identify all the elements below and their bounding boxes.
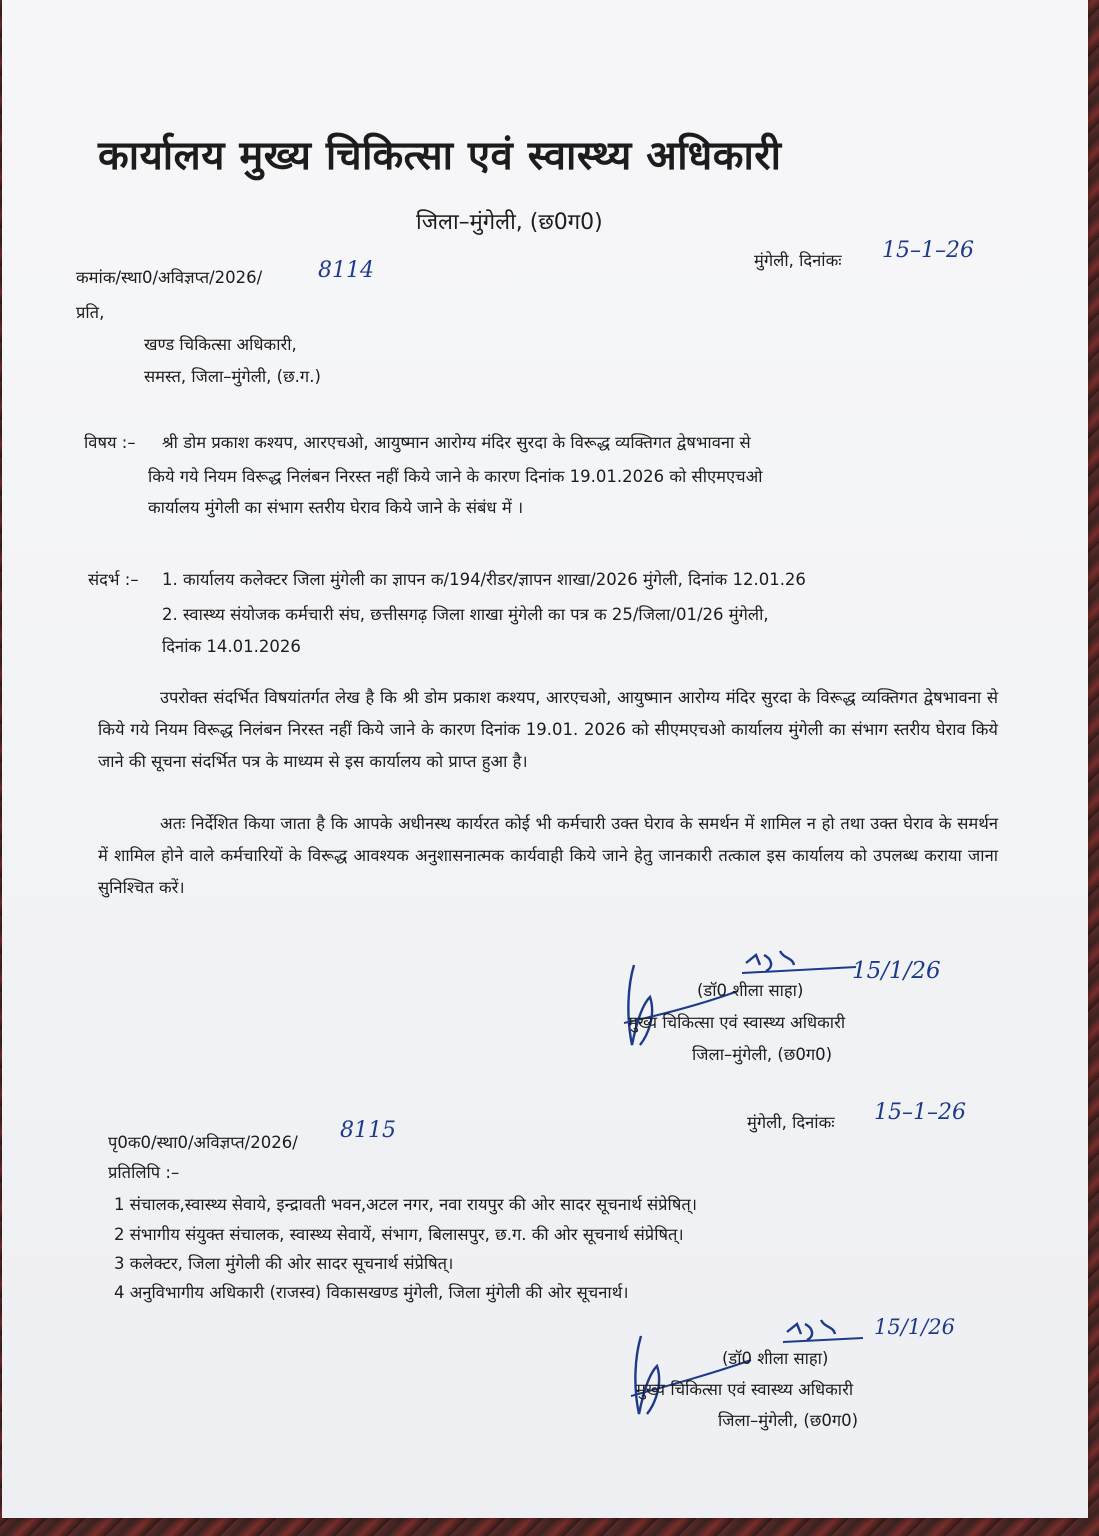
reference-line-2: 2. स्वास्थ्य संयोजक कर्मचारी संघ, छत्तीसगढ़ जिला शाखा मुंगेली का पत्र क 25/जिला/01/26 मुंगेली,	[162, 605, 769, 624]
order-number-handwritten: 8114	[318, 258, 374, 283]
signature-2-name: (डॉ0 शीला साहा)	[722, 1349, 829, 1368]
office-district: जिला–मुंगेली, (छ0ग0)	[416, 210, 603, 235]
signature-2-district: जिला–मुंगेली, (छ0ग0)	[718, 1411, 859, 1430]
copy-order-date-handwritten: 15–1–26	[874, 1100, 966, 1125]
copy-order-number-label: पृ0क0/स्था0/अविज्ञप्त/2026/	[108, 1133, 298, 1152]
reference-line-3: दिनांक 14.01.2026	[162, 637, 301, 656]
reference-label: संदर्भ :–	[88, 570, 139, 589]
signature-1-designation: मुख्य चिकित्सा एवं स्वास्थ्य अधिकारी	[628, 1013, 846, 1032]
signature-1-district: जिला–मुंगेली, (छ0ग0)	[692, 1045, 833, 1064]
office-title: कार्यालय मुख्य चिकित्सा एवं स्वास्थ्य अधिकारी	[98, 133, 782, 179]
body-paragraph-1: उपरोक्त संदर्भित विषयांतर्गत लेख है कि श्री डोम प्रकाश कश्यप, आरएचओ, आयुष्मान आरोग्य मंदिर सुरदा के विरूद्ध व्यक्तिगत द्वेषभावना से किये गये नियम विरूद्ध निलंबन निरस्त नहीं किये जाने के कारण दिनांक 19.01. 2026 को सीएमएचओ कार्यालय मुंगेली का संभाग स्तरीय घेराव किये जाने की सूचना संदर्भित पत्र के माध्यम से इस कार्यालय को प्राप्त हुआ है।	[98, 688, 998, 771]
order-number-label: कमांक/स्था0/अविज्ञप्त/2026/	[76, 268, 263, 287]
signature-2-designation: मुख्य चिकित्सा एवं स्वास्थ्य अधिकारी	[636, 1380, 854, 1399]
addressee-line-1: खण्ड चिकित्सा अधिकारी,	[144, 335, 297, 354]
order-place-date-label: मुंगेली, दिनांकः	[754, 251, 842, 270]
subject-line-2: किये गये नियम विरूद्ध निलंबन निरस्त नहीं किये जाने के कारण दिनांक 19.01.2026 को सीएमएचओ	[148, 467, 763, 486]
copies-item-4: 4 अनुविभागीय अधिकारी (राजस्व) विकासखण्ड मुंगेली, जिला मुंगेली की ओर सूचनार्थ।	[114, 1283, 629, 1302]
order-date-handwritten: 15–1–26	[882, 238, 974, 263]
copies-item-2: 2 संभागीय संयुक्त संचालक, स्वास्थ्य सेवायें, संभाग, बिलासपुर, छ.ग. की ओर सूचनार्थ संप्रेषित्।	[114, 1225, 684, 1244]
addressee-line-2: समस्त, जिला–मुंगेली, (छ.ग.)	[144, 367, 321, 386]
copies-label: प्रतिलिपि :–	[108, 1163, 180, 1182]
copies-item-3: 3 कलेक्टर, जिला मुंगेली की ओर सादर सूचनार्थ संप्रेषित्।	[114, 1254, 454, 1273]
signature-2-date-handwritten: 15/1/26	[874, 1315, 955, 1339]
subject-line-1: श्री डोम प्रकाश कश्यप, आरएचओ, आयुष्मान आरोग्य मंदिर सुरदा के विरूद्ध व्यक्तिगत द्वेषभावना से	[162, 433, 751, 452]
copy-order-number-handwritten: 8115	[340, 1118, 396, 1143]
copies-item-1: 1 संचालक,स्वास्थ्य सेवाये, इन्द्रावती भवन,अटल नगर, नवा रायपुर की ओर सादर सूचनार्थ संप्रेषित्।	[114, 1195, 698, 1214]
signature-1-date-handwritten: 15/1/26	[852, 958, 941, 984]
body-paragraph-2: अतः निर्देशित किया जाता है कि आपके अधीनस्थ कार्यरत कोई भी कर्मचारी उक्त घेराव के समर्थन में शामिल न हो तथा उक्त घेराव के समर्थन में शामिल होने वाले कर्मचारियों के विरूद्ध आवश्यक अनुशासनात्मक कार्यवाही किये जाने हेतु जानकारी तत्काल इस कार्यालय को उपलब्ध कराया जाना सुनिश्चित करें।	[98, 814, 998, 897]
subject-label: विषय :–	[84, 433, 136, 452]
subject-line-3: कार्यालय मुंगेली का संभाग स्तरीय घेराव किये जाने के संबंध में ।	[148, 498, 524, 517]
signature-1-name: (डॉ0 शीला साहा)	[697, 981, 804, 1000]
copy-order-place-date-label: मुंगेली, दिनांकः	[747, 1113, 835, 1132]
reference-line-1: 1. कार्यालय कलेक्टर जिला मुंगेली का ज्ञापन क/194/रीडर/ज्ञापन शाखा/2026 मुंगेली, दिनांक 12.01.26	[162, 570, 806, 589]
addressee-prati: प्रति,	[76, 303, 105, 322]
letter-page	[2, 0, 1088, 1518]
